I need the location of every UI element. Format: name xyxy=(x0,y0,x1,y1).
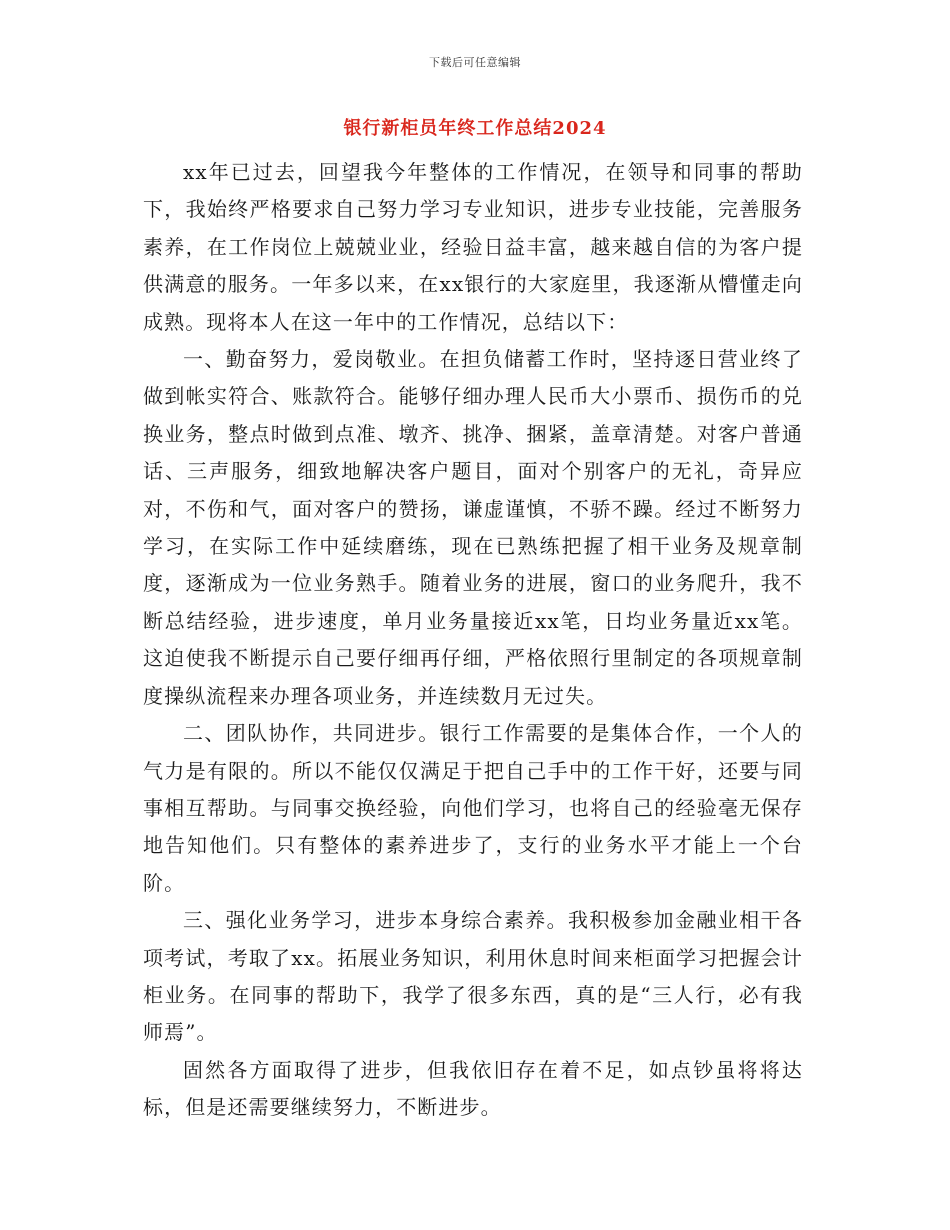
paragraph-section-one: 一、勤奋努力，爱岗敬业。在担负储蓄工作时，坚持逐日营业终了做到帐实符合、账款符合。能够仔细办理人民币大小票币、损伤币的兑换业务，整点时做到点准、墩齐、挑净、捆紧，盖章清楚。对客户普通话、三声服务，细致地解决客户题目，面对个别客户的无礼，奇异应对，不伤和气，面对客户的赞扬，谦虚谨慎，不骄不躁。经过不断努力学习，在实际工作中延续磨练，现在已熟练把握了相干业务及规章制度，逐渐成为一位业务熟手。随着业务的进展，窗口的业务爬升，我不断总结经验，进步速度，单月业务量接近xx笔，日均业务量近xx笔。这迫使我不断提示自己要仔细再仔细，严格依照行里制定的各项规章制度操纵流程来办理各项业务，并连续数月无过失。 xyxy=(143,347,803,708)
paragraph-section-two: 二、团队协作，共同进步。银行工作需要的是集体合作，一个人的气力是有限的。所以不能仅仅满足于把自己手中的工作干好，还要与同事相互帮助。与同事交换经验，向他们学习，也将自己的经验毫无保存地告知他们。只有整体的素养进步了，支行的业务水平才能上一个台阶。 xyxy=(143,721,803,895)
paragraph-intro: xx年已过去，回望我今年整体的工作情况，在领导和同事的帮助下，我始终严格要求自己努力学习专业知识，进步专业技能，完善服务素养，在工作岗位上兢兢业业，经验日益丰富，越来越自信的为客户提供满意的服务。一年多以来，在xx银行的大家庭里，我逐渐从懵懂走向成熟。现将本人在这一年中的工作情况，总结以下： xyxy=(143,160,803,334)
paragraph-section-three: 三、强化业务学习，进步本身综合素养。我积极参加金融业相干各项考试，考取了xx。拓展业务知识，利用休息时间来柜面学习把握会计柜业务。在同事的帮助下，我学了很多东西，真的是“三人行，必有我师焉”。 xyxy=(143,908,803,1045)
document-body xyxy=(143,154,803,1127)
header-note: 下载后可任意编辑 xyxy=(429,56,521,69)
paragraph-conclusion: 固然各方面取得了进步，但我依旧存在着不足，如点钞虽将将达标，但是还需要继续努力，不断进步。 xyxy=(143,1057,803,1120)
document-title: 银行新柜员年终工作总结2024 xyxy=(343,118,607,139)
